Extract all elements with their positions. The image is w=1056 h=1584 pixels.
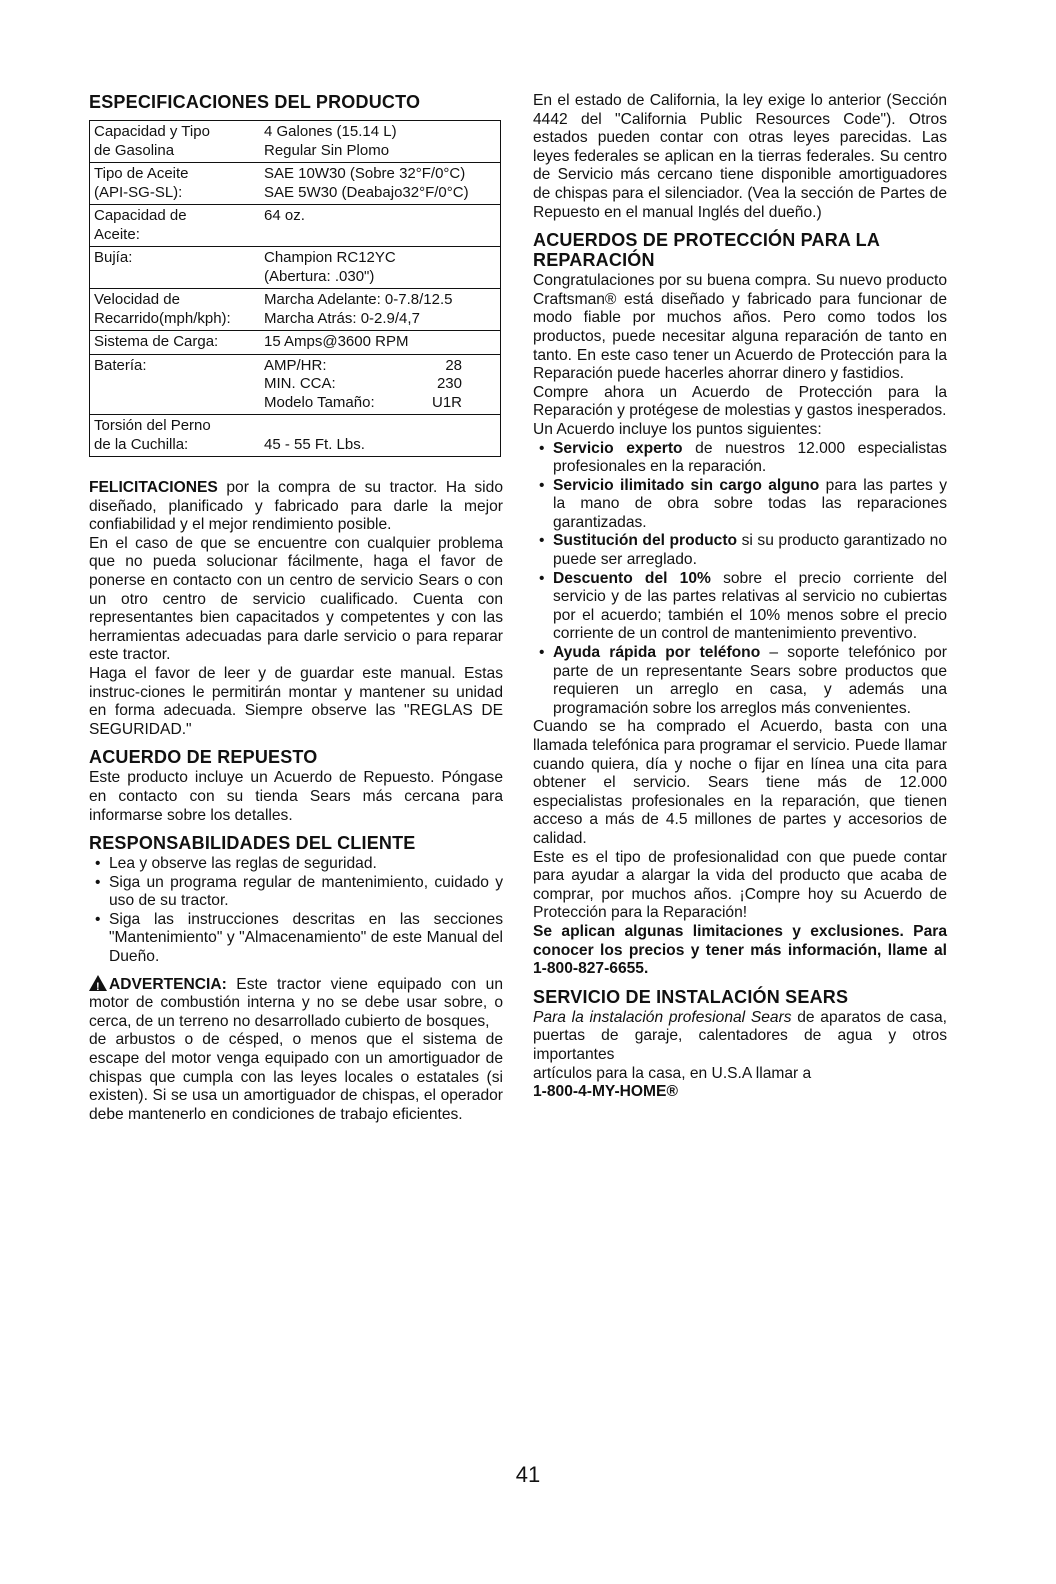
spec-number: U1R xyxy=(431,393,462,411)
felicitaciones-paragraph xyxy=(89,479,503,535)
cuando-paragraph: Cuando se ha comprado el Acuerdo, basta con una llamada telefónica para programar el servicio. Puede llamar cuando quiera, día y noche o fijar en línea una cita para obtener el servicio. Sears tiene más de 12.000 especialistas profesionales en la reparación, que tienen acceso a más de 4.5 millones de partes y accesorios de calidad. xyxy=(533,718,947,847)
spec-value-text: SAE 5W30 (Deabajo32°F/0°C) xyxy=(264,183,469,201)
spec-value-text xyxy=(264,417,268,436)
repuesto-heading: ACUERDO DE REPUESTO xyxy=(89,747,318,768)
spec-number: 28 xyxy=(445,356,462,374)
list-item xyxy=(533,644,947,718)
spec-value xyxy=(264,291,496,328)
item-bold: Descuento del 10% xyxy=(553,569,711,587)
spec-value xyxy=(264,207,496,244)
acuerdos-list xyxy=(533,440,947,719)
acuerdos-heading: ACUERDOS DE PROTECCIÓN PARA LA REPARACIÓN xyxy=(533,230,880,271)
warning-icon: ! xyxy=(89,975,107,991)
spec-label-line: Capacidad y Tipo xyxy=(94,123,210,140)
instalacion-heading: SERVICIO DE INSTALACIÓN SEARS xyxy=(533,986,849,1007)
spec-label-line xyxy=(94,268,264,287)
spec-value-line xyxy=(264,184,496,203)
spec-row xyxy=(90,205,500,247)
spec-value-line xyxy=(264,123,496,142)
spec-value-line xyxy=(264,333,496,352)
instalacion-phone: 1-800-4-MY-HOME® xyxy=(533,1083,678,1101)
spec-value-line xyxy=(264,226,496,245)
spec-label xyxy=(94,291,264,328)
list-item xyxy=(533,570,947,644)
right-column xyxy=(533,92,947,1102)
spec-row xyxy=(90,247,500,289)
felicitaciones-text: por la compra de su tractor. Ha sido diseñado, planificado y fabricado para darle la mejor confiabilidad y el mejor rendimiento posible. xyxy=(89,479,503,534)
item-text: sobre el precio corriente del servicio y de las partes relativas al servicio no cubiertas por el acuerdo; también el 10% menos sobre el precio corriente de un control de mantenimiento preventivo. xyxy=(553,569,947,643)
california-paragraph: En el estado de California, la ley exige lo anterior (Sección 4442 del "California Public Resources Code"). Otros estados pueden contar con otras leyes parecidas. Las leyes federales se aplican en la tierras federales. Su centro de Servicio más cercano tiene disponible amortiguadores de chispas para el silenciador. (Vea la sección de Partes de Repuesto en el manual Inglés del dueño.) xyxy=(533,92,947,221)
spec-label xyxy=(94,417,264,454)
left-column xyxy=(89,92,503,1124)
limitaciones-text: Se aplican algunas limitaciones y exclusiones. Para conocer los precios y tener más información, llame al 1-800-827-6655. xyxy=(533,922,947,978)
felicitaciones-lead: FELICITACIONES xyxy=(89,479,218,496)
spec-value-text: AMP/HR: xyxy=(264,356,327,374)
item-bold: Servicio experto xyxy=(553,439,683,457)
spec-value-text: 45 - 55 Ft. Lbs. xyxy=(264,435,365,453)
spec-label-line xyxy=(94,394,264,413)
spec-label-line: Torsión del Perno xyxy=(94,417,211,434)
service-paragraph: En el caso de que se encuentre con cualquier problema que no pueda solucionar fácilmente, haga el favor de ponerse en contacto con un centro de servicio Sears o con un otro centro de servicio cualificado. Cuenta con representantes bien capacitados y competentes y con las herramientas adecuadas para darle servicio o para reparar este tractor. xyxy=(89,534,503,664)
page-number: 41 xyxy=(515,1462,541,1487)
instalacion-text: de aparatos de casa, puertas de garaje, calentadores de agua y otros importantes xyxy=(533,1008,947,1063)
spec-label xyxy=(94,207,264,244)
responsabilidades-heading: RESPONSABILIDADES DEL CLIENTE xyxy=(89,833,416,854)
spec-label-line: Bujía: xyxy=(94,249,133,266)
spec-label-line: Batería: xyxy=(94,356,147,374)
list-item: • Siga un programa regular de mantenimiento, cuidado y uso de su tractor. xyxy=(89,874,503,911)
list-item xyxy=(533,532,947,569)
item-text: para las partes y la mano de obra sobre todas las reparaciones garantizadas. xyxy=(553,476,947,531)
warning-paragraph-2: de arbustos o de césped, o menos que el sistema de escape del motor venga equipado con un amortiguador de chispas que cumpla con las leyes locales o estatales (si existen). Si se usa un amortiguador de chispas, el operador debe mantenerlo en condiciones de trabajo eficientes. xyxy=(89,1031,503,1123)
spec-value-text: Champion RC12YC xyxy=(264,249,396,266)
spec-value-text: (Abertura: .030") xyxy=(264,267,375,285)
spec-label-line: Aceite: xyxy=(94,225,140,243)
instalacion-paragraph xyxy=(533,1009,947,1065)
item-text: si su producto garantizado no puede ser arreglado. xyxy=(553,532,947,569)
spec-value xyxy=(264,333,496,352)
spec-label-line: de Gasolina xyxy=(94,141,175,159)
spec-value-text: 64 oz. xyxy=(264,207,305,224)
spec-value-text: 15 Amps@3600 RPM xyxy=(264,333,409,350)
spec-row xyxy=(90,415,500,456)
spec-value-line xyxy=(264,249,496,268)
spec-label-line xyxy=(94,375,264,394)
spec-row xyxy=(90,355,500,416)
list-item xyxy=(533,477,947,533)
spec-value-text xyxy=(264,226,268,245)
spec-value-line xyxy=(264,310,496,329)
acuerdos-paragraph-3: Un Acuerdo incluye los puntos siguientes: xyxy=(533,420,822,438)
spec-value-line xyxy=(264,165,496,184)
spec-value-text: 4 Galones (15.14 L) xyxy=(264,123,397,140)
list-item: • Siga las instrucciones descritas en las secciones "Mantenimiento" y "Almacenamiento" de este Manual del Dueño. xyxy=(89,911,503,967)
spec-value-line xyxy=(264,436,496,455)
spec-label-line: (API-SG-SL): xyxy=(94,183,183,201)
spec-number: 230 xyxy=(436,375,462,392)
spec-label-line: Sistema de Carga: xyxy=(94,333,219,350)
instalacion-italic: Para la instalación profesional Sears xyxy=(533,1008,792,1026)
spec-value xyxy=(264,123,496,160)
spec-label xyxy=(94,123,264,160)
spec-row xyxy=(90,289,500,331)
warning-paragraph xyxy=(89,975,503,1032)
spec-label xyxy=(94,165,264,202)
manual-paragraph: Haga el favor de leer y de guardar este manual. Estas instruc-ciones le permitirán montar y mantener su unidad en forma adecuada. Siempre observe las "REGLAS DE SEGURIDAD." xyxy=(89,664,503,738)
spec-value-line xyxy=(264,394,496,413)
spec-value-line xyxy=(264,417,496,436)
item-bold: Servicio ilimitado sin cargo alguno xyxy=(553,476,820,494)
spec-value-text: Marcha Adelante: 0-7.8/12.5 xyxy=(264,291,453,308)
spec-label-line: Velocidad de xyxy=(94,291,180,308)
spec-value-line xyxy=(264,375,496,394)
spec-value-line xyxy=(264,291,496,310)
spec-label xyxy=(94,357,264,413)
spec-value-line xyxy=(264,357,496,376)
spec-value xyxy=(264,165,496,202)
instalacion-phone-line xyxy=(533,1083,947,1102)
spec-value-text: Regular Sin Plomo xyxy=(264,141,390,159)
spec-value xyxy=(264,249,496,286)
spec-value-text: Marcha Atrás: 0-2.9/4,7 xyxy=(264,309,420,327)
este-paragraph: Este es el tipo de profesionalidad con que puede contar para ayudar a alargar la vida del producto que acaba de comprar, por muchos años. ¡Compre hoy su Acuerdo de Protección para la Reparación! xyxy=(533,848,947,922)
limitaciones-paragraph xyxy=(533,923,947,979)
spec-row xyxy=(90,163,500,205)
spec-value-line xyxy=(264,268,496,287)
spec-label-line: Capacidad de xyxy=(94,207,187,224)
spec-label-line: Tipo de Aceite xyxy=(94,165,189,182)
item-bold: Ayuda rápida por teléfono xyxy=(553,644,761,662)
acuerdos-paragraph-1: Congratulaciones por su buena compra. Su nuevo producto Craftsman® está diseñado y fabricado para funcionar de modo fiable por muchos años. Pero como todos los productos, puede necesitar alguna reparación de tanto en tanto. En este caso tener un Acuerdo de Protección para la Reparación puede hacerles ahorrar dinero y fastidios. xyxy=(533,272,947,383)
spec-label-line: de la Cuchilla: xyxy=(94,435,189,453)
warning-label: ADVERTENCIA: xyxy=(109,975,227,993)
item-text: de nuestros 12.000 especialistas profesionales en la reparación. xyxy=(553,439,947,476)
spec-value-line xyxy=(264,142,496,161)
repuesto-paragraph: Este producto incluye un Acuerdo de Repuesto. Póngase en contacto con su tienda Sears más cercana para informarse sobre los detalles. xyxy=(89,769,503,824)
spec-value-text: Modelo Tamaño: xyxy=(264,393,375,411)
responsabilidades-list xyxy=(89,855,503,967)
warning-text: Este tractor viene equipado con un motor de combustión interna y no se debe usar sobre, o cerca, de un terreno no desarrollado cubierto de bosques, xyxy=(89,975,503,1030)
instalacion-paragraph-2: artículos para la casa, en U.S.A llamar a xyxy=(533,1064,812,1082)
item-bold: Sustitución del producto xyxy=(553,532,738,550)
specs-table xyxy=(89,120,501,457)
spec-row xyxy=(90,331,500,355)
spec-value-text: MIN. CCA: xyxy=(264,375,336,392)
spec-value-line xyxy=(264,207,496,226)
list-item: • Lea y observe las reglas de seguridad. xyxy=(89,855,503,874)
spec-value xyxy=(264,417,496,454)
spec-value-text: SAE 10W30 (Sobre 32°F/0°C) xyxy=(264,165,466,182)
spec-label xyxy=(94,249,264,286)
spec-label-line: Recarrido(mph/kph): xyxy=(94,309,231,327)
specs-heading: ESPECIFICACIONES DEL PRODUCTO xyxy=(89,92,421,112)
spec-row xyxy=(90,121,500,163)
acuerdos-paragraph-2: Compre ahora un Acuerdo de Protección para la Reparación y protégese de molestias y gastos inesperados. xyxy=(533,383,947,420)
item-text: – soporte telefónico por parte de un representante Sears sobre productos que requieren un arreglo en casa, y además una programación sobre los arreglos más convenientes. xyxy=(553,644,947,717)
spec-value xyxy=(264,357,496,413)
list-item xyxy=(533,440,947,477)
spec-label xyxy=(94,333,264,352)
